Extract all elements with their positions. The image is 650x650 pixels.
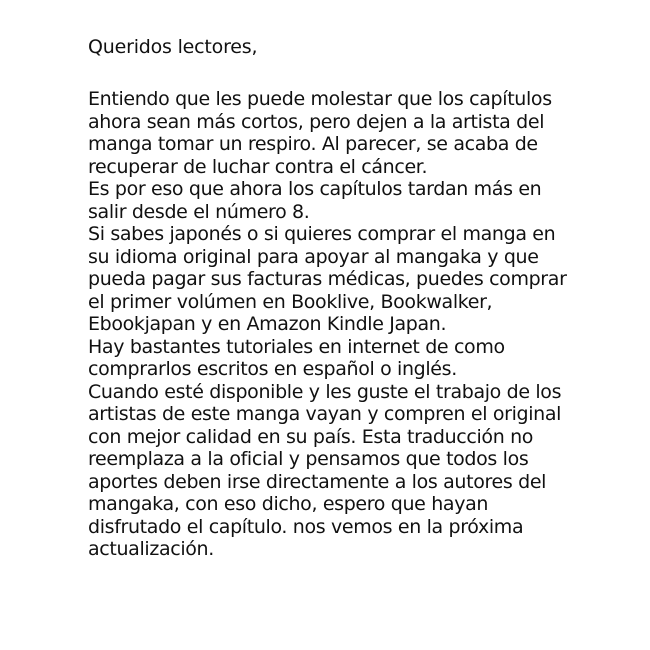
letter-line: Entiendo que les puede molestar que los capítulos — [88, 88, 552, 110]
letter-line: actualización. — [88, 538, 214, 560]
letter-line: ahora sean más cortos, pero dejen a la artista del — [88, 110, 545, 133]
letter-line: pueda pagar sus facturas médicas, puedes comprar — [88, 268, 567, 290]
letter-line: Si sabes japonés o si quieres comprar el manga en — [88, 223, 556, 245]
letter-line: manga tomar un respiro. Al parecer, se acaba de — [88, 133, 538, 155]
letter-line: su idioma original para apoyar al mangaka y que — [88, 245, 539, 268]
letter-line: el primer volúmen en Booklive, Bookwalker, — [88, 290, 493, 313]
letter-line: con mejor calidad en su país. Esta traducción no — [88, 425, 534, 448]
letter-line: recuperar de luchar contra el cáncer. — [88, 155, 428, 178]
letter-line: Cuando esté disponible y les guste el trabajo de los — [88, 380, 562, 403]
letter-greeting: Queridos lectores, — [88, 36, 258, 58]
letter-body — [88, 88, 610, 561]
letter-line: Hay bastantes tutoriales en internet de como — [88, 335, 505, 358]
letter-line: artistas de este manga vayan y compren el original — [88, 403, 562, 425]
letter-line: aportes deben irse directamente a los autores del — [88, 470, 547, 493]
letter-line: Ebookjapan y en Amazon Kindle Japan. — [88, 313, 447, 335]
letter-line: Es por eso que ahora los capítulos tardan más en — [88, 178, 542, 200]
letter-line: comprarlos escritos en español o inglés. — [88, 358, 457, 380]
letter-line: salir desde el número 8. — [88, 200, 310, 223]
letter-line: disfrutado el capítulo. nos vemos en la próxima — [88, 515, 524, 538]
letter-line: mangaka, con eso dicho, espero que hayan — [88, 493, 489, 515]
letter-line: reemplaza a la oficial y pensamos que todos los — [88, 448, 529, 470]
